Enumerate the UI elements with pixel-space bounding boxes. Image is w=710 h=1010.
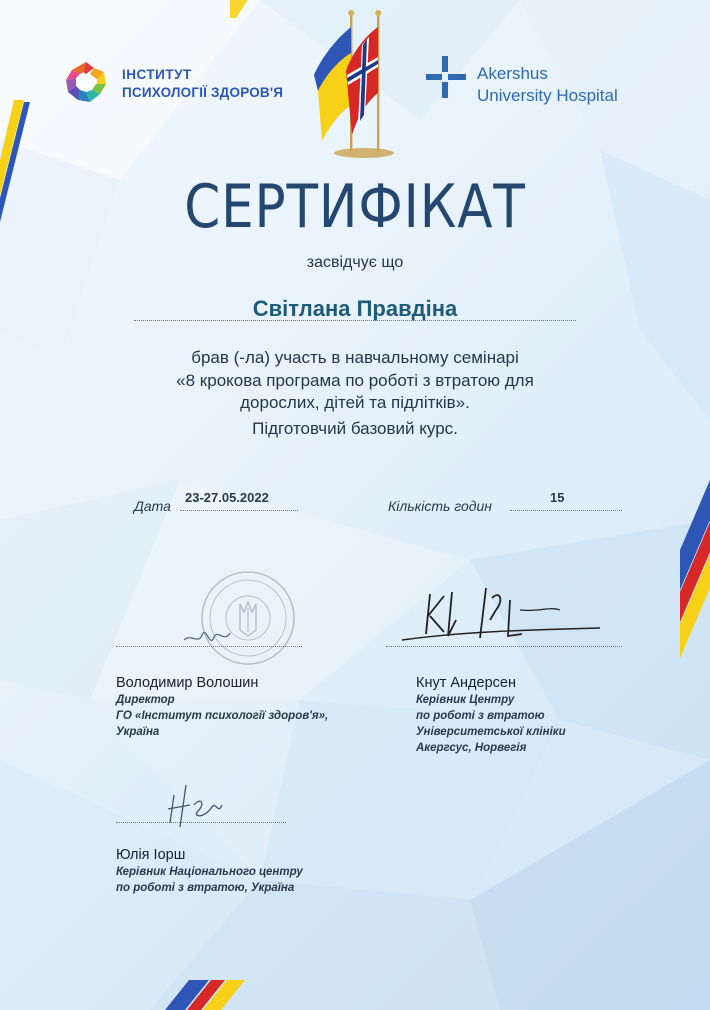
top-corner-stripes (230, 0, 290, 20)
signatory-2-role-3: Університетської клініки (416, 726, 566, 738)
signature-line-1 (116, 646, 302, 647)
date-underline (180, 510, 298, 511)
body-line-2: «8 крокова програма по роботі з втратою для (176, 371, 534, 390)
signatory-1-role-2: ГО «Інститут психології здоров'я», (116, 710, 329, 722)
bottom-corner-stripes (165, 980, 285, 1010)
body-line-4: Підготовчий базовий курс. (252, 419, 458, 438)
certifies-text: засвідчує що (306, 254, 404, 271)
hours-label: Кількість годин (388, 498, 493, 514)
right-corner-stripes (680, 480, 710, 660)
signatory-2-name: Кнут Андерсен (416, 675, 516, 691)
signature-line-2 (386, 646, 622, 647)
signatory-2-role-4: Акергсус, Норвегія (416, 742, 527, 754)
signature-line-3 (116, 822, 286, 823)
signatory-1-role-3: Україна (116, 726, 160, 738)
signatory-2-role-2: по роботі з втратою (416, 710, 545, 722)
institute-logo-icon (64, 60, 108, 104)
signatory-1-role-1: Директор (116, 694, 175, 706)
institute-name-line1: ІНСТИТУТ (122, 67, 192, 82)
hospital-name-line2: University Hospital (477, 86, 618, 105)
signature-voloshyn (180, 615, 240, 655)
signatory-3-name: Юлія Іорш (116, 847, 186, 863)
certificate-title: СЕРТИФІКАТ (184, 172, 526, 242)
signatory-2-role-1: Керівник Центру (416, 694, 515, 706)
flags-icon (300, 5, 410, 160)
hospital-logo-icon (424, 54, 470, 100)
signature-iorsh (160, 775, 230, 835)
institute-name-line2: ПСИХОЛОГІЇ ЗДОРОВ'Я (122, 85, 284, 100)
hours-value: 15 (550, 490, 565, 505)
signatory-1-name: Володимир Волошин (116, 675, 259, 691)
body-line-3: дорослих, дітей та підлітків». (240, 393, 470, 412)
left-corner-stripes (0, 100, 30, 240)
hospital-name-line1: Akershus (477, 64, 548, 83)
hours-underline (510, 510, 622, 511)
recipient-name: Світлана Правдіна (252, 296, 458, 321)
signature-andersen (400, 580, 610, 650)
signatory-3-role-1: Керівник Національного центру (116, 866, 303, 878)
recipient-underline (134, 320, 576, 321)
date-label: Дата (134, 498, 171, 514)
signatory-3-role-2: по роботі з втратою, Україна (116, 882, 295, 894)
date-value: 23-27.05.2022 (185, 490, 269, 505)
body-line-1: брав (-ла) участь в навчальному семінарі (191, 348, 519, 367)
